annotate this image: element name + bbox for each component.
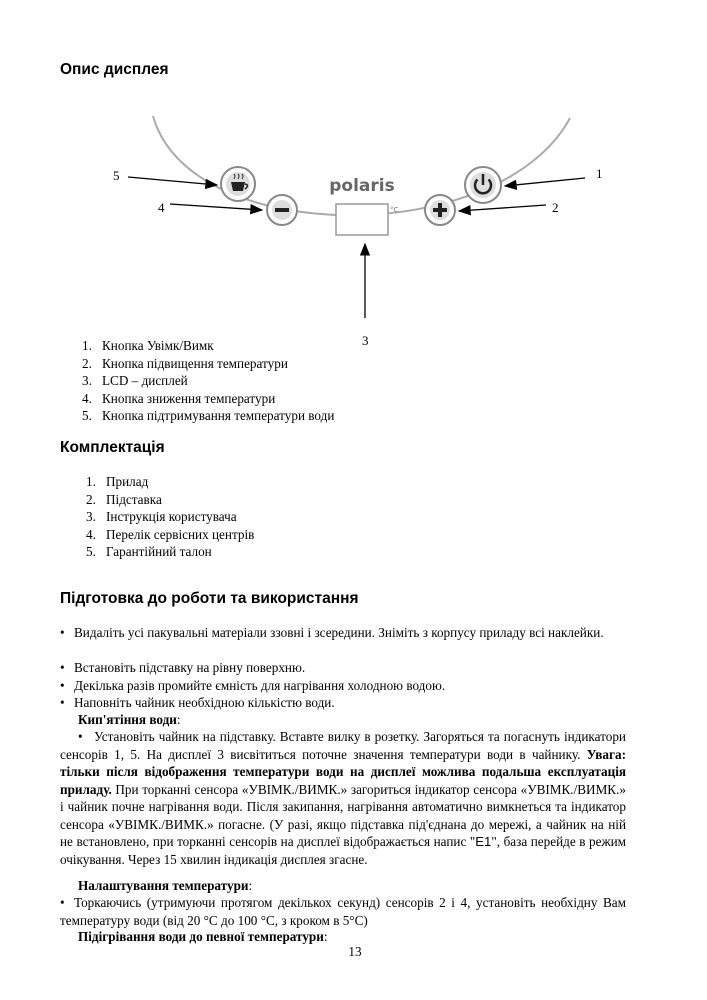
prep-bullet: • Декілька разів промийте ємність для нагрівання холодною водою. [60, 678, 446, 693]
celsius-mark: °C [390, 206, 399, 214]
bullet-icon: • [60, 678, 65, 693]
list-item: 4. Кнопка зниження температури [82, 390, 276, 406]
prep-bullet: • Видаліть усі пакувальні матеріали ззовні і зсередини. Зніміть з корпусу приладу всі наклейки. [60, 625, 604, 640]
list-item: 2. Підставка [86, 491, 162, 507]
list-item: 1. Прилад [86, 474, 149, 489]
bullet-icon: • [60, 625, 65, 640]
display-heading: Опис дисплея [60, 61, 169, 78]
callout-1: 1 [596, 166, 603, 181]
list-item: 3. LCD – дисплей [82, 373, 188, 388]
bullet-icon: • [60, 895, 65, 910]
list-item: 5. Гарантійний талон [86, 544, 212, 559]
error-code: E1 [475, 834, 492, 849]
bullet-icon: • [60, 660, 65, 675]
arrow-1 [505, 178, 585, 186]
list-item: 2. Кнопка підвищення температури [82, 355, 288, 371]
control-panel-diagram [100, 108, 620, 358]
callout-2: 2 [552, 200, 559, 215]
warning-text: Увага: тільки після відображення температури води на дисплеї можлива подальша експлуатація приладу. [60, 746, 626, 797]
bullet-icon: • [60, 695, 65, 710]
temp-subheading: Налаштування температури: [78, 878, 253, 893]
lcd-display [336, 204, 388, 235]
kit-heading: Комплектація [60, 439, 165, 456]
callout-5: 5 [113, 168, 120, 183]
kit-list [86, 473, 254, 561]
temp-paragraph: • Торкаючись (утримуючи протягом декількох секунд) сенсорів 2 і 4, установіть необхідну Вам температуру води (від 20 °С до 100 °С, з кроком в 5°С) [60, 895, 626, 928]
boil-paragraph: • Установіть чайник на підставку. Вставте вилку в розетку. Загоряться та погаснуть індикатори сенсорів 1, 5. На дисплеї 3 висвітиться поточне значення температури води в чайнику. Увага: тільки після відображення температури води на дисплеї можлива подальша експлуатація приладу. При торканні сенсора «УВІМК./ВИМК.» загориться індикатор сенсора «УВІМК./ВИМК.» і чайник почне нагрівання води. Після закипання, нагрівання автоматично вимкнеться та індикатор сенсора «УВІМК./ВИМК.» погасне. (У разі, якщо підставка під'єднана до мережі, а чайник на ній не встановлено, при торканні сенсорів на дисплеї відображається напис "E1", база перейде в режим очікування. Через 15 хвилин індикація дисплея згасне. [60, 729, 626, 867]
boil-subheading: Кип'ятіння води: [78, 712, 181, 727]
list-item: 5. Кнопка підтримування температури води [82, 408, 335, 423]
keep-subheading: Підігрівання води до певної температури: [78, 929, 328, 944]
page-number: 13 [348, 944, 362, 959]
list-item: 3. Інструкція користувача [86, 509, 237, 524]
brand-logo: polaris [329, 176, 395, 196]
prep-bullet: • Встановіть підставку на рівну поверхню. [60, 660, 306, 675]
arrow-4 [170, 204, 262, 210]
display-parts-list [82, 337, 334, 425]
list-item: 1. Кнопка Увімк/Вимк [82, 338, 214, 353]
minus-button [267, 195, 297, 225]
prep-heading: Підготовка до роботи та використання [60, 590, 359, 607]
kettle-base-arc [153, 116, 570, 215]
callout-4: 4 [158, 200, 165, 215]
callout-3: 3 [362, 333, 369, 348]
list-item: 4. Перелік сервісних центрів [86, 526, 255, 542]
arrow-2 [459, 205, 546, 211]
minus-icon [275, 208, 289, 212]
prep-bullet: • Наповніть чайник необхідною кількістю води. [60, 695, 335, 710]
keep-warm-button [221, 167, 255, 201]
power-button [465, 167, 501, 203]
plus-button [425, 195, 455, 225]
bullet-icon: • [78, 729, 83, 744]
